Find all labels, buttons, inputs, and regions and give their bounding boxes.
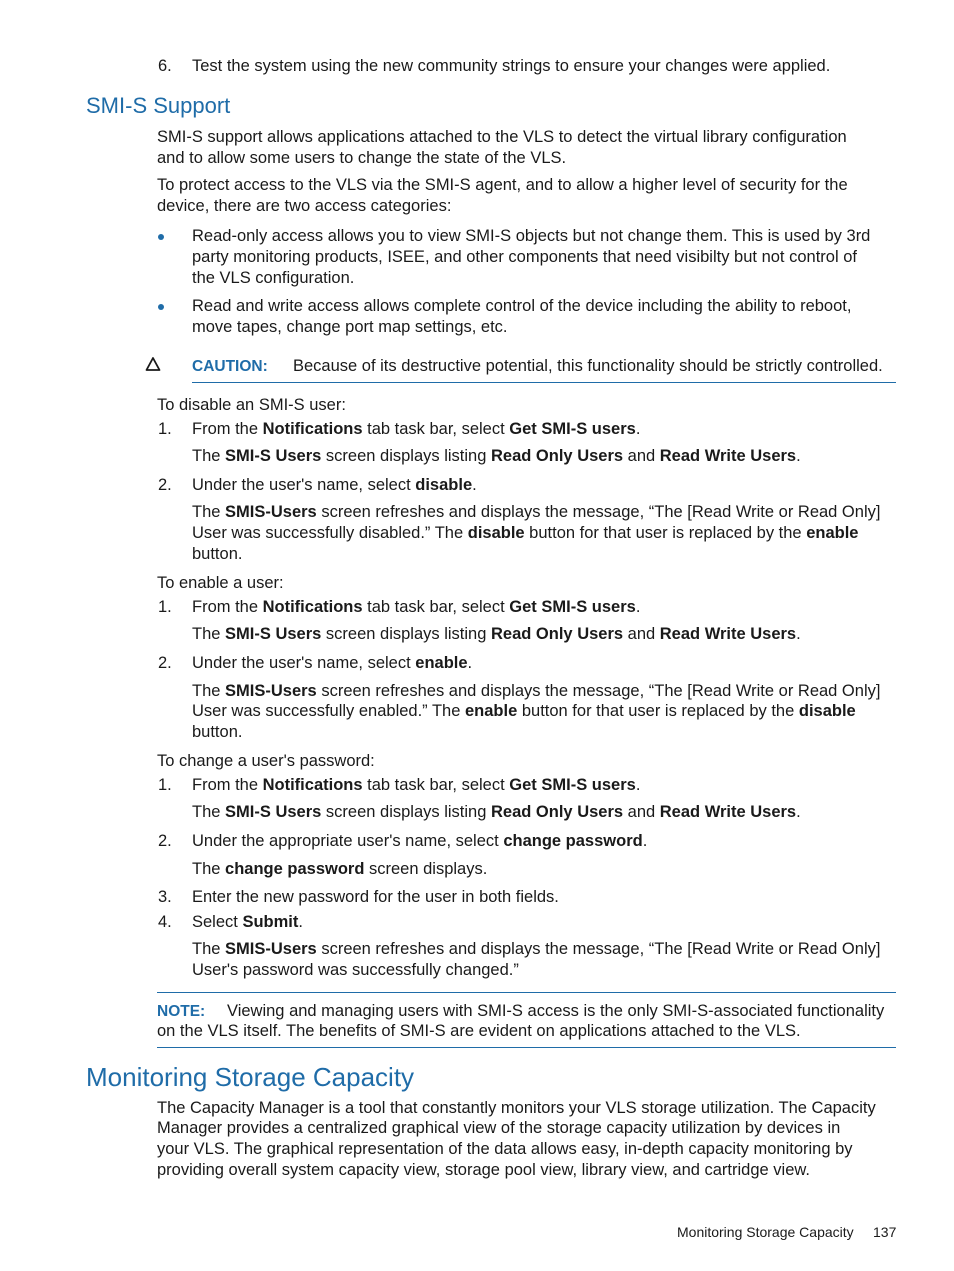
- step-result: button.: [192, 545, 243, 563]
- step-number: 2.: [158, 476, 172, 494]
- paragraph-line: Manager provides a centralized graphical view of the storage capacity utilization by devices in: [157, 1119, 841, 1137]
- step-number: 4.: [158, 913, 172, 931]
- bullet-line: the VLS configuration.: [192, 269, 355, 287]
- procedure-intro: To change a user's password:: [157, 752, 375, 770]
- page-number: 137: [873, 1224, 897, 1240]
- step-text: From the Notifications tab task bar, select Get SMI-S users.: [192, 598, 641, 616]
- step-result: The SMIS-Users screen refreshes and displays the message, “The [Read Write or Read Only]: [192, 682, 881, 700]
- procedure-intro: To enable a user:: [157, 574, 284, 592]
- bullet-marker: [158, 234, 164, 240]
- procedure-intro: To disable an SMI-S user:: [157, 396, 346, 414]
- step-text: Test the system using the new community strings to ensure your changes were applied.: [192, 57, 831, 75]
- paragraph-line: providing overall system capacity view, storage pool view, library view, and cartridge view.: [157, 1161, 810, 1179]
- step-result: The SMI-S Users screen displays listing Read Only Users and Read Write Users.: [192, 447, 801, 465]
- note-text: on the VLS itself. The benefits of SMI-S are evident on applications attached to the VLS.: [157, 1022, 801, 1040]
- step-result: The SMI-S Users screen displays listing Read Only Users and Read Write Users.: [192, 625, 801, 643]
- step-result: The SMIS-Users screen refreshes and displays the message, “The [Read Write or Read Only]: [192, 503, 881, 521]
- step-text: Select Submit.: [192, 913, 303, 931]
- step-number: 6.: [158, 57, 172, 75]
- paragraph-line: SMI-S support allows applications attached to the VLS to detect the virtual library configuration: [157, 128, 847, 146]
- bullet-line: Read-only access allows you to view SMI-S objects but not change them. This is used by 3rd: [192, 227, 871, 245]
- paragraph-line: The Capacity Manager is a tool that constantly monitors your VLS storage utilization. The Capacity: [157, 1099, 876, 1117]
- step-result: User was successfully disabled.” The disable button for that user is replaced by the enable: [192, 524, 859, 542]
- step-number: 3.: [158, 888, 172, 906]
- step-result: button.: [192, 723, 243, 741]
- warning-triangle-icon: [145, 356, 161, 372]
- caution-rule: [192, 382, 896, 383]
- caution-label: CAUTION:: [192, 358, 268, 375]
- section-heading-capacity: Monitoring Storage Capacity: [86, 1062, 415, 1092]
- step-result: The SMI-S Users screen displays listing Read Only Users and Read Write Users.: [192, 803, 801, 821]
- section-heading-smis: SMI-S Support: [86, 93, 231, 118]
- step-result: The SMIS-Users screen refreshes and displays the message, “The [Read Write or Read Only]: [192, 940, 881, 958]
- step-number: 2.: [158, 654, 172, 672]
- step-text: Under the appropriate user's name, select change password.: [192, 832, 648, 850]
- step-text: From the Notifications tab task bar, select Get SMI-S users.: [192, 420, 641, 438]
- note-rule-top: [157, 992, 896, 993]
- bullet-marker: [158, 304, 164, 310]
- step-text: Under the user's name, select disable.: [192, 476, 477, 494]
- bullet-line: move tapes, change port map settings, etc.: [192, 318, 508, 336]
- bullet-line: Read and write access allows complete control of the device including the ability to reboot,: [192, 297, 852, 315]
- note-rule-bottom: [157, 1047, 896, 1048]
- step-text: From the Notifications tab task bar, select Get SMI-S users.: [192, 776, 641, 794]
- step-number: 1.: [158, 420, 172, 438]
- step-result: User's password was successfully changed.”: [192, 961, 519, 979]
- step-number: 2.: [158, 832, 172, 850]
- note-label: NOTE:: [157, 1003, 206, 1020]
- step-number: 1.: [158, 598, 172, 616]
- paragraph-line: your VLS. The graphical representation of the data allows easy, in-depth capacity monitoring by: [157, 1140, 853, 1158]
- caution-text: Because of its destructive potential, this functionality should be strictly controlled.: [293, 357, 883, 375]
- paragraph-line: and to allow some users to change the state of the VLS.: [157, 149, 567, 167]
- step-text: Enter the new password for the user in both fields.: [192, 888, 559, 906]
- step-number: 1.: [158, 776, 172, 794]
- paragraph-line: To protect access to the VLS via the SMI-S agent, and to allow a higher level of security for the: [157, 176, 848, 194]
- step-result: The change password screen displays.: [192, 860, 488, 878]
- note-text: Viewing and managing users with SMI-S access is the only SMI-S-associated functionality: [227, 1002, 885, 1020]
- step-text: Under the user's name, select enable.: [192, 654, 473, 672]
- step-result: User was successfully enabled.” The enable button for that user is replaced by the disable: [192, 702, 856, 720]
- bullet-line: party monitoring products, ISEE, and other components that need visibilty but not control of: [192, 248, 857, 266]
- footer-section-title: Monitoring Storage Capacity: [677, 1224, 854, 1240]
- paragraph-line: device, there are two access categories:: [157, 197, 452, 215]
